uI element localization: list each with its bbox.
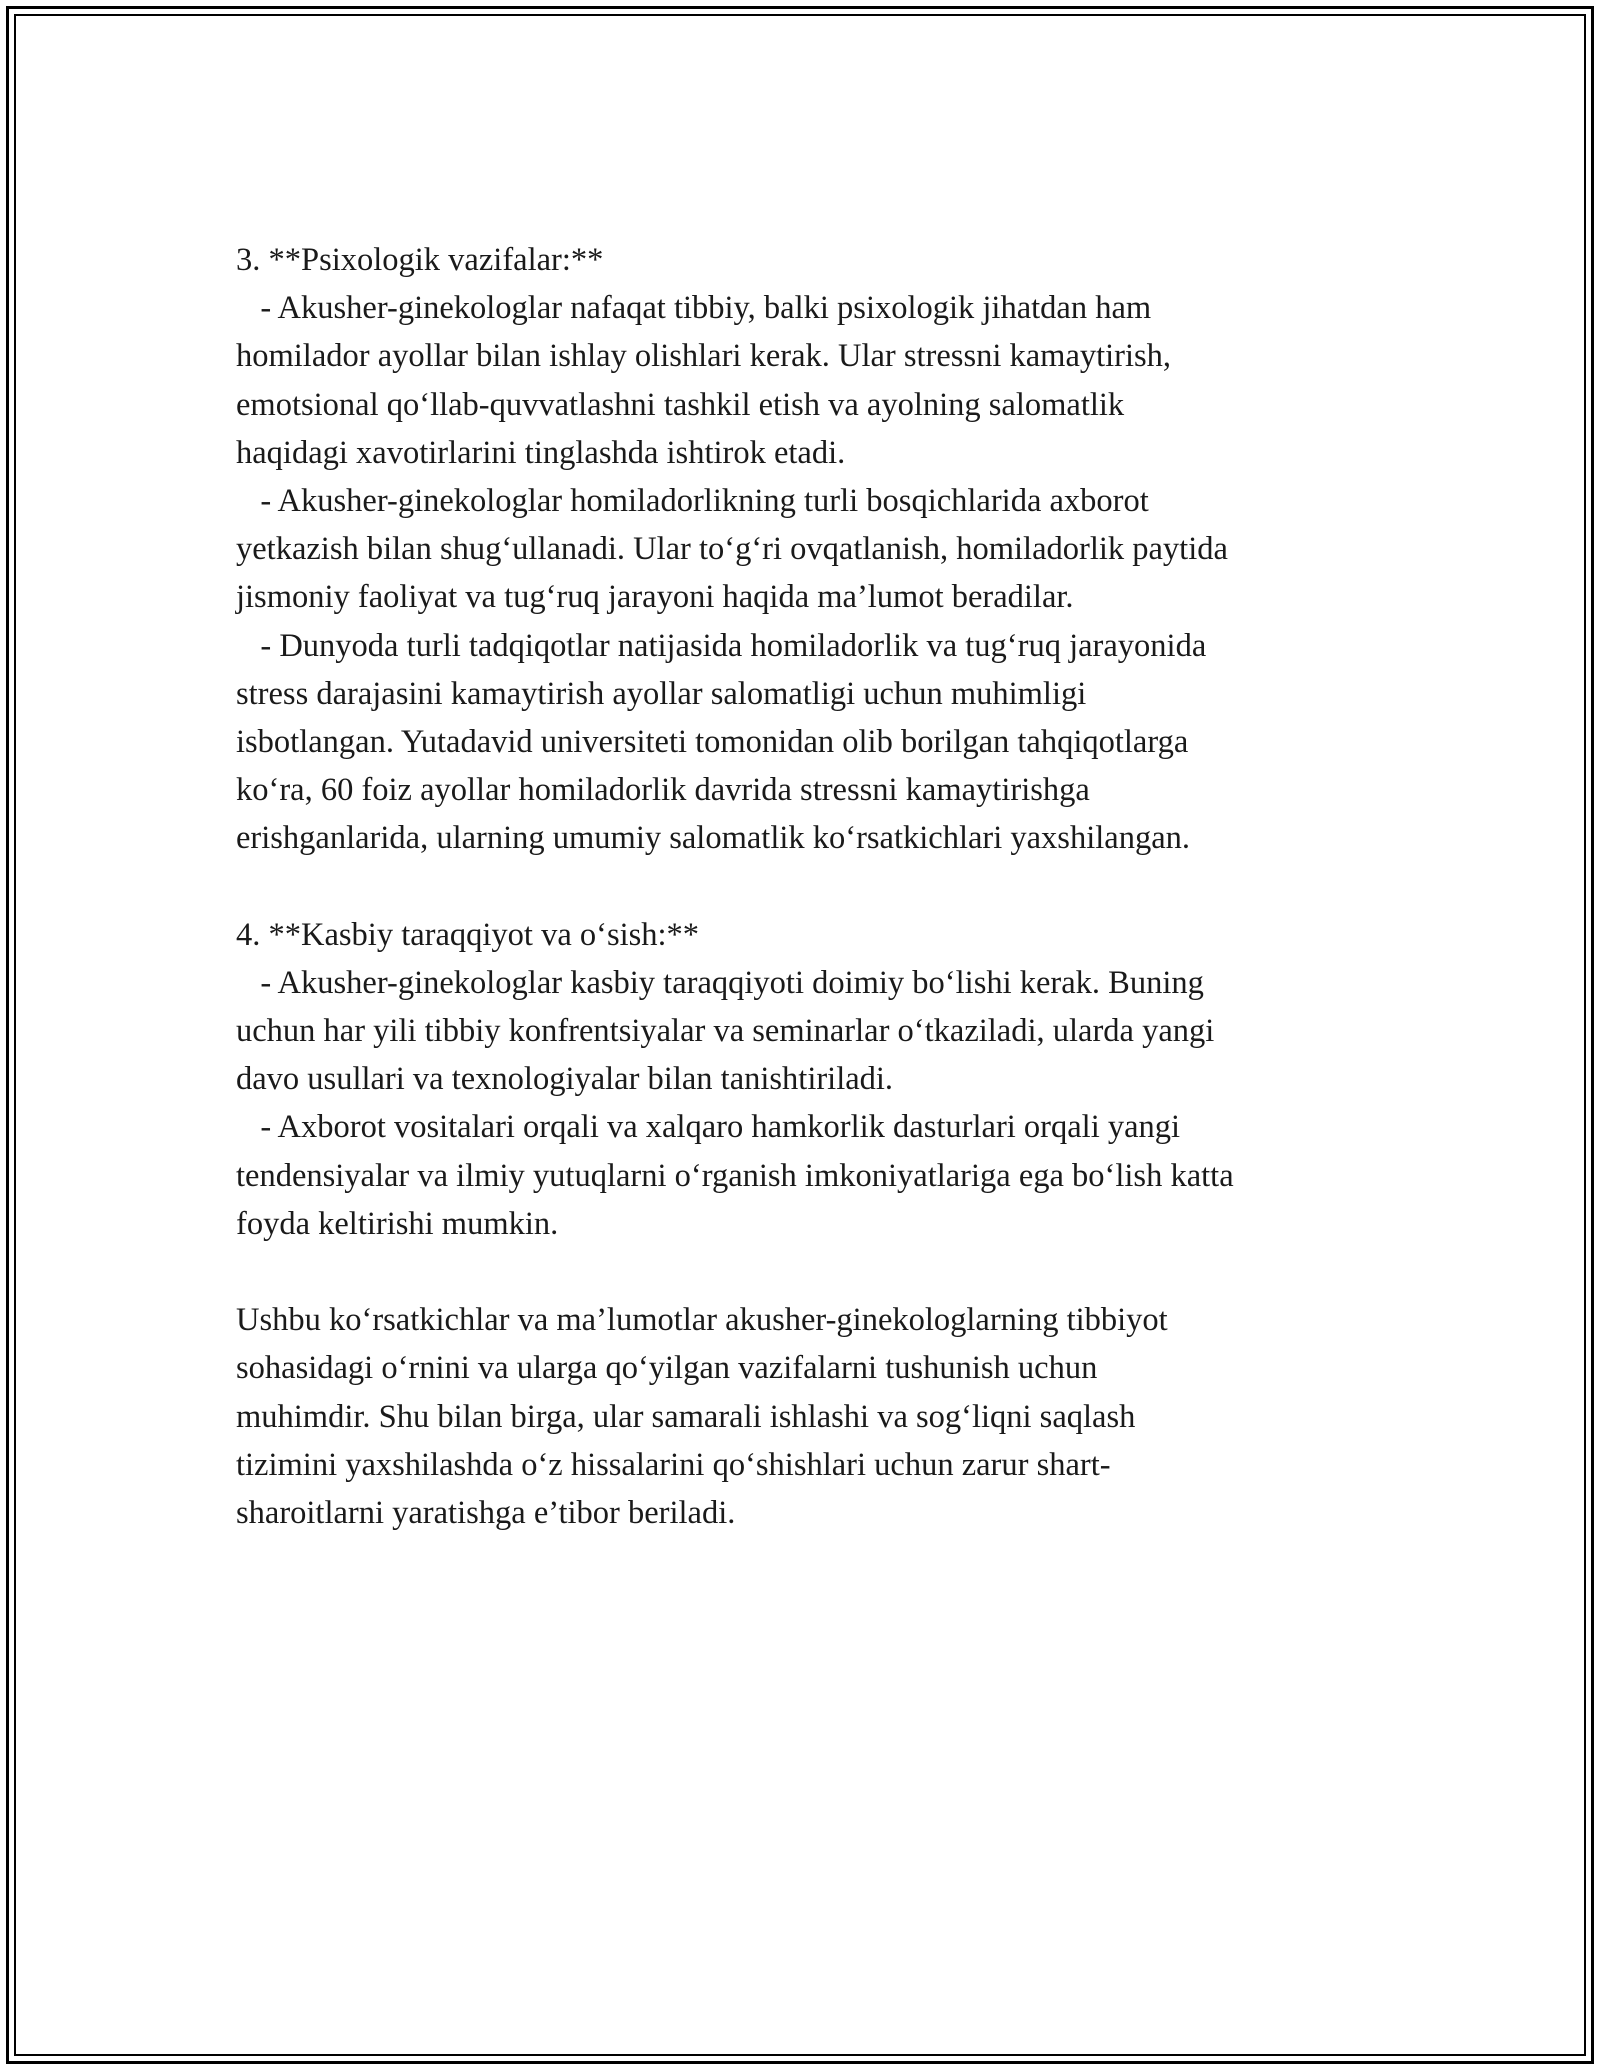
text-line: - Akusher-ginekologlar homiladorlikning turli bosqichlarida axborot [236,482,1149,519]
text-line: uchun har yili tibbiy konfrentsiyalar va seminarlar o‘tkaziladi, ularda yangi [236,1013,1215,1049]
text-line: - Akusher-ginekologlar nafaqat tibbiy, balki psixologik jihatdan ham [236,290,1152,327]
text-line: jismoniy faoliyat va tug‘ruq jarayoni haqida ma’lumot beradilar. [236,579,1074,616]
text-line: tendensiyalar va ilmiy yutuqlarni o‘rganish imkoniyatlariga ega bo‘lish katta [236,1157,1234,1194]
document-body [236,236,1376,1537]
conclusion-line: sohasidagi o‘rnini va ularga qo‘yilgan vazifalarni tushunish uchun [236,1350,1098,1387]
conclusion-line: sharoitlarni yaratishga e’tibor beriladi. [236,1494,736,1531]
text-line: stress darajasini kamaytirish ayollar salomatligi uchun muhimligi [236,675,1087,712]
text-line: ko‘ra, 60 foiz ayollar homiladorlik davrida stressni kamaytirishga [236,772,1090,809]
paragraph-gap [236,862,1376,910]
text-line: - Dunyoda turli tadqiqotlar natijasida homiladorlik va tug‘ruq jarayonida [236,627,1207,664]
conclusion-line: tizimini yaxshilashda o‘z hissalarini qo‘shishlari uchun zarur shart- [236,1446,1111,1483]
text-line: erishganlarida, ularning umumiy salomatlik ko‘rsatkichlari yaxshilangan. [236,820,1190,857]
text-line: yetkazish bilan shug‘ullanadi. Ular to‘g‘ri ovqatlanish, homiladorlik paytida [236,531,1228,568]
text-line: homilador ayollar bilan ishlay olishlari kerak. Ular stressni kamaytirish, [236,338,1172,375]
section-3-heading: 3. **Psixologik vazifalar:** [236,242,604,278]
text-line: haqidagi xavotirlarini tinglashda ishtirok etadi. [236,434,846,471]
conclusion-line: muhimdir. Shu bilan birga, ular samarali ishlashi va sog‘liqni saqlash [236,1398,1136,1435]
text-line: emotsional qo‘llab-quvvatlashni tashkil etish va ayolning salomatlik [236,386,1125,423]
text-line: foyda keltirishi mumkin. [236,1205,559,1242]
conclusion-line: Ushbu ko‘rsatkichlar va ma’lumotlar akusher-ginekologlarning tibbiyot [236,1302,1168,1339]
text-line: davo usullari va texnologiyalar bilan tanishtiriladi. [236,1061,894,1098]
text-line: - Axborot vositalari orqali va xalqaro hamkorlik dasturlari orqali yangi [236,1109,1181,1146]
text-line: isbotlangan. Yutadavid universiteti tomonidan olib borilgan tahqiqotlarga [236,723,1189,760]
text-line: - Akusher-ginekologlar kasbiy taraqqiyoti doimiy bo‘lishi kerak. Buning [236,964,1204,1001]
paragraph-gap [236,1248,1376,1296]
section-4-heading: 4. **Kasbiy taraqqiyot va o‘sish:** [236,916,700,953]
